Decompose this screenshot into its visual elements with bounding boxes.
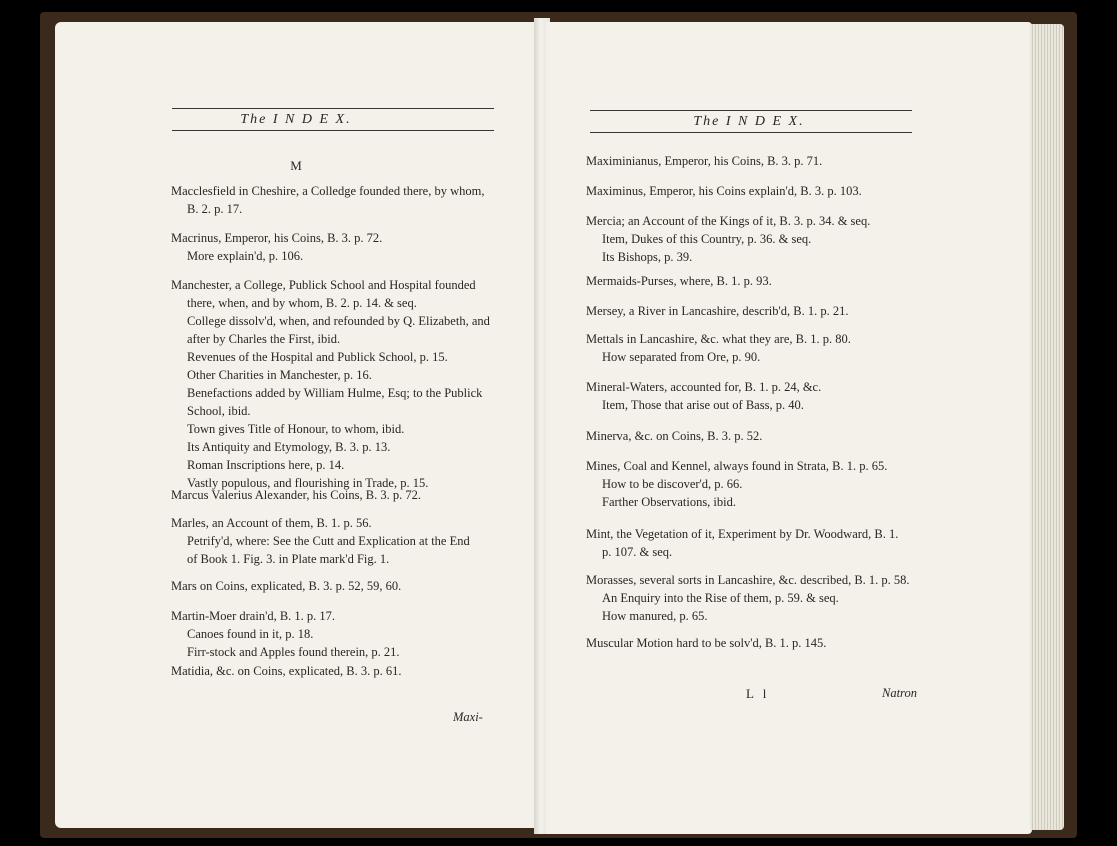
index-entry	[171, 229, 382, 265]
right-page	[546, 22, 1032, 834]
entry-headword-line: Minerva, &c. on Coins, B. 3. p. 52.	[586, 429, 763, 443]
header-rule-bottom	[172, 130, 494, 131]
index-entry	[171, 182, 484, 218]
entry-subline: p. 107. & seq.	[602, 545, 673, 559]
section-letter: M	[290, 158, 302, 173]
index-entry	[586, 330, 851, 366]
entry-subline: Revenues of the Hospital and Publick School, p. 15.	[187, 350, 448, 364]
right-catchword: Natron	[882, 686, 917, 700]
entry-headword-line: Martin-Moer drain'd, B. 1. p. 17.	[171, 609, 336, 623]
entry-headword-line: Mint, the Vegetation of it, Experiment by Dr. Woodward, B. 1.	[586, 527, 899, 541]
entry-subline: How separated from Ore, p. 90.	[602, 350, 761, 364]
index-entry	[171, 486, 421, 504]
entry-subline: Firr-stock and Apples found therein, p. 21.	[187, 645, 400, 659]
index-entry	[586, 457, 887, 511]
index-entry	[586, 152, 822, 170]
index-entry	[171, 662, 402, 680]
index-entry	[586, 302, 848, 320]
entry-headword-line: Morasses, several sorts in Lancashire, &c. described, B. 1. p. 58.	[586, 573, 910, 587]
entry-headword-line: Muscular Motion hard to be solv'd, B. 1. p. 145.	[586, 636, 827, 650]
entry-subline: Item, Dukes of this Country, p. 36. & seq.	[602, 232, 812, 246]
page-edges	[1030, 24, 1064, 830]
entry-subline: Canoes found in it, p. 18.	[187, 627, 314, 641]
signature-mark: L l	[746, 686, 770, 701]
left-page	[55, 22, 537, 828]
entry-subline: there, when, and by whom, B. 2. p. 14. & seq.	[187, 296, 417, 310]
entry-subline: More explain'd, p. 106.	[187, 249, 304, 263]
entry-headword-line: Mermaids-Purses, where, B. 1. p. 93.	[586, 274, 772, 288]
index-entry	[171, 577, 401, 595]
entry-subline: How manured, p. 65.	[602, 609, 708, 623]
entry-headword-line: Macrinus, Emperor, his Coins, B. 3. p. 72.	[171, 231, 383, 245]
entry-subline: Roman Inscriptions here, p. 14.	[187, 458, 345, 472]
right-page-header: The I N D E X.	[693, 114, 805, 129]
header-rule-top	[172, 108, 494, 109]
entry-headword-line: Mettals in Lancashire, &c. what they are, B. 1. p. 80.	[586, 332, 851, 346]
entry-subline: School, ibid.	[187, 404, 251, 418]
entry-headword-line: Manchester, a College, Publick School and Hospital founded	[171, 278, 476, 292]
index-entry	[586, 182, 862, 200]
entry-headword-line: Mersey, a River in Lancashire, describ'd, B. 1. p. 21.	[586, 304, 849, 318]
entry-subline: Other Charities in Manchester, p. 16.	[187, 368, 372, 382]
entry-subline: College dissolv'd, when, and refounded by Q. Elizabeth, and	[187, 314, 490, 328]
index-entry	[171, 607, 400, 661]
entry-headword-line: Macclesfield in Cheshire, a Colledge founded there, by whom,	[171, 184, 485, 198]
entry-headword-line: Marles, an Account of them, B. 1. p. 56.	[171, 516, 372, 530]
entry-headword-line: Matidia, &c. on Coins, explicated, B. 3. p. 61.	[171, 664, 402, 678]
entry-headword-line: Mars on Coins, explicated, B. 3. p. 52, 59, 60.	[171, 579, 402, 593]
entry-subline: Its Antiquity and Etymology, B. 3. p. 13.	[187, 440, 391, 454]
entry-headword-line: Maximinianus, Emperor, his Coins, B. 3. p. 71.	[586, 154, 823, 168]
index-entry	[586, 634, 826, 652]
entry-headword-line: Mineral-Waters, accounted for, B. 1. p. 24, &c.	[586, 380, 822, 394]
entry-subline: Town gives Title of Honour, to whom, ibid.	[187, 422, 405, 436]
entry-headword-line: Mercia; an Account of the Kings of it, B. 3. p. 34. & seq.	[586, 214, 871, 228]
index-entry	[586, 571, 910, 625]
entry-subline: after by Charles the First, ibid.	[187, 332, 341, 346]
entry-subline: B. 2. p. 17.	[187, 202, 243, 216]
entry-subline: Benefactions added by William Hulme, Esq; to the Publick	[187, 386, 483, 400]
index-entry	[586, 378, 821, 414]
left-page-header: The I N D E X.	[240, 112, 352, 127]
entry-subline: of Book 1. Fig. 3. in Plate mark'd Fig. 1.	[187, 552, 390, 566]
index-entry	[171, 276, 490, 492]
index-entry	[586, 212, 870, 266]
index-entry	[586, 427, 762, 445]
header-rule-top	[590, 110, 912, 111]
index-entry	[586, 525, 898, 561]
entry-subline: Its Bishops, p. 39.	[602, 250, 693, 264]
entry-headword-line: Maximinus, Emperor, his Coins explain'd, B. 3. p. 103.	[586, 184, 862, 198]
index-entry	[171, 514, 470, 568]
entry-headword-line: Mines, Coal and Kennel, always found in Strata, B. 1. p. 65.	[586, 459, 888, 473]
entry-subline: Item, Those that arise out of Bass, p. 40.	[602, 398, 804, 412]
left-catchword: Maxi-	[453, 710, 483, 724]
entry-subline: Farther Observations, ibid.	[602, 495, 737, 509]
entry-headword-line: Marcus Valerius Alexander, his Coins, B. 3. p. 72.	[171, 488, 421, 502]
entry-subline: Petrify'd, where: See the Cutt and Explication at the End	[187, 534, 470, 548]
entry-subline: How to be discover'd, p. 66.	[602, 477, 743, 491]
header-rule-bottom	[590, 132, 912, 133]
entry-subline: An Enquiry into the Rise of them, p. 59. & seq.	[602, 591, 839, 605]
entry-subline: Vastly populous, and flourishing in Trade, p. 15.	[187, 476, 429, 490]
index-entry	[586, 272, 772, 290]
